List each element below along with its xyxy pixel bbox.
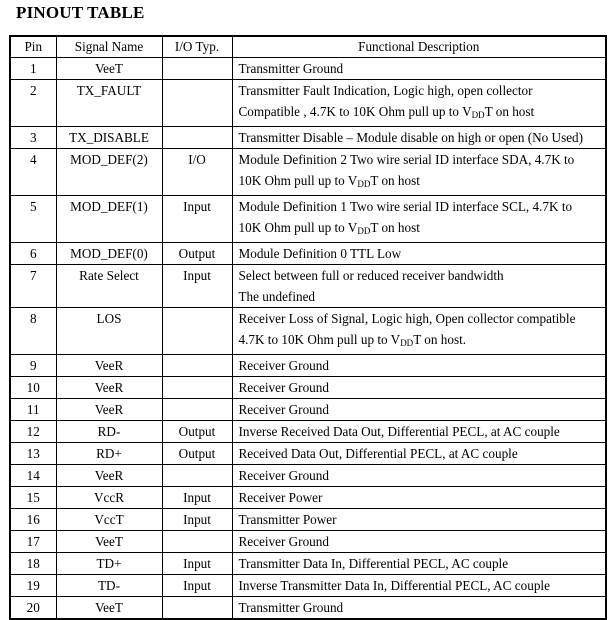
description-text: 10K Ohm pull up to V	[238, 173, 358, 188]
description-text: T on host	[370, 220, 420, 235]
signal-name-cell: RD+	[56, 443, 162, 465]
pin-number-cell: 2	[10, 80, 56, 127]
table-row	[10, 308, 606, 355]
io-type-cell: Input	[162, 265, 232, 308]
pin-number-cell: 14	[10, 465, 56, 487]
table-row	[10, 465, 606, 487]
description-subscript: DD	[471, 110, 485, 120]
pin-number-cell: 17	[10, 531, 56, 553]
description-subscript: DD	[357, 179, 371, 189]
table-row	[10, 196, 606, 243]
description-text: 10K Ohm pull up to V	[238, 220, 358, 235]
io-type-cell: Output	[162, 421, 232, 443]
functional-description-cell	[232, 149, 606, 196]
signal-name-cell: VccT	[56, 509, 162, 531]
functional-description-cell	[232, 308, 606, 355]
signal-name-cell: LOS	[56, 308, 162, 355]
description-text: Compatible , 4.7K to 10K Ohm pull up to V	[238, 104, 472, 119]
signal-name-cell: VeeT	[56, 597, 162, 620]
description-text: T on host	[484, 104, 535, 119]
signal-name-cell: VeeT	[56, 58, 162, 80]
table-row	[10, 355, 606, 377]
functional-description-cell	[232, 509, 606, 531]
description-text: Module Definition 1 Two wire serial ID interface SCL, 4.7K to	[238, 199, 573, 214]
table-row	[10, 399, 606, 421]
pin-number-cell: 16	[10, 509, 56, 531]
signal-name-cell: TD+	[56, 553, 162, 575]
table-row	[10, 149, 606, 196]
signal-name-cell: VeeT	[56, 531, 162, 553]
functional-description-cell	[232, 465, 606, 487]
pin-number-cell: 4	[10, 149, 56, 196]
table-row	[10, 553, 606, 575]
description-subscript: DD	[400, 338, 414, 348]
signal-name-cell: Rate Select	[56, 265, 162, 308]
table-row	[10, 509, 606, 531]
table-row	[10, 443, 606, 465]
table-row	[10, 58, 606, 80]
table-row	[10, 487, 606, 509]
functional-description-cell	[232, 58, 606, 80]
description-text: Transmitter Data In, Differential PECL, AC couple	[238, 556, 509, 571]
header-functional-description: Functional Description	[232, 36, 606, 58]
pin-number-cell: 7	[10, 265, 56, 308]
table-row	[10, 127, 606, 149]
functional-description-cell	[232, 531, 606, 553]
description-text: Receiver Ground	[238, 402, 329, 417]
signal-name-cell: VeeR	[56, 355, 162, 377]
functional-description-cell	[232, 355, 606, 377]
functional-description-cell	[232, 80, 606, 127]
io-type-cell: Output	[162, 243, 232, 265]
description-text: Receiver Ground	[238, 468, 329, 483]
io-type-cell	[162, 531, 232, 553]
functional-description-cell	[232, 487, 606, 509]
description-text: Select between full or reduced receiver bandwidth	[238, 268, 504, 283]
pin-number-cell: 13	[10, 443, 56, 465]
functional-description-cell	[232, 553, 606, 575]
io-type-cell: Input	[162, 509, 232, 531]
page-title: PINOUT TABLE	[16, 3, 145, 22]
io-type-cell	[162, 377, 232, 399]
table-row	[10, 80, 606, 127]
table-row	[10, 421, 606, 443]
functional-description-cell	[232, 243, 606, 265]
table-row	[10, 575, 606, 597]
pin-number-cell: 15	[10, 487, 56, 509]
functional-description-cell	[232, 597, 606, 620]
functional-description-cell	[232, 575, 606, 597]
header-signal-name: Signal Name	[56, 36, 162, 58]
pin-number-cell: 20	[10, 597, 56, 620]
signal-name-cell: MOD_DEF(1)	[56, 196, 162, 243]
signal-name-cell: TX_FAULT	[56, 80, 162, 127]
description-text: Inverse Received Data Out, Differential PECL, at AC couple	[238, 424, 560, 439]
table-row	[10, 243, 606, 265]
table-row	[10, 531, 606, 553]
description-text: Transmitter Power	[238, 512, 337, 527]
io-type-cell	[162, 80, 232, 127]
description-text: Module Definition 0 TTL Low	[238, 246, 402, 261]
description-text: Receiver Ground	[238, 534, 329, 549]
description-text: 4.7K to 10K Ohm pull up to V	[238, 332, 401, 347]
signal-name-cell: MOD_DEF(2)	[56, 149, 162, 196]
header-io-type: I/O Typ.	[162, 36, 232, 58]
pin-number-cell: 9	[10, 355, 56, 377]
description-text: Receiver Power	[238, 490, 323, 505]
description-text: Module Definition 2 Two wire serial ID interface SDA, 4.7K to	[238, 152, 575, 167]
pin-number-cell: 6	[10, 243, 56, 265]
signal-name-cell: TD-	[56, 575, 162, 597]
io-type-cell: I/O	[162, 149, 232, 196]
signal-name-cell: RD-	[56, 421, 162, 443]
signal-name-cell: VccR	[56, 487, 162, 509]
io-type-cell: Input	[162, 553, 232, 575]
table-header-row	[10, 36, 606, 58]
functional-description-cell	[232, 421, 606, 443]
signal-name-cell: VeeR	[56, 377, 162, 399]
table-row	[10, 597, 606, 620]
functional-description-cell	[232, 443, 606, 465]
description-text: Receiver Ground	[238, 380, 329, 395]
pin-number-cell: 19	[10, 575, 56, 597]
table-row	[10, 377, 606, 399]
io-type-cell	[162, 127, 232, 149]
signal-name-cell: VeeR	[56, 399, 162, 421]
io-type-cell	[162, 308, 232, 355]
description-text: Transmitter Disable – Module disable on high or open (No Used)	[238, 130, 584, 145]
io-type-cell	[162, 355, 232, 377]
signal-name-cell: MOD_DEF(0)	[56, 243, 162, 265]
pin-number-cell: 10	[10, 377, 56, 399]
functional-description-cell	[232, 127, 606, 149]
io-type-cell	[162, 597, 232, 620]
io-type-cell	[162, 58, 232, 80]
description-text: Transmitter Ground	[238, 61, 344, 76]
io-type-cell	[162, 465, 232, 487]
description-text: T on host.	[413, 332, 467, 347]
description-text: Transmitter Fault Indication, Logic high, open collector	[238, 83, 533, 98]
description-text: T on host	[370, 173, 420, 188]
pin-number-cell: 1	[10, 58, 56, 80]
pin-number-cell: 8	[10, 308, 56, 355]
description-text: Receiver Ground	[238, 358, 329, 373]
functional-description-cell	[232, 377, 606, 399]
pin-number-cell: 11	[10, 399, 56, 421]
signal-name-cell: VeeR	[56, 465, 162, 487]
signal-name-cell: TX_DISABLE	[56, 127, 162, 149]
pin-number-cell: 5	[10, 196, 56, 243]
description-text: Receiver Loss of Signal, Logic high, Open collector compatible	[238, 311, 576, 326]
functional-description-cell	[232, 399, 606, 421]
io-type-cell	[162, 399, 232, 421]
description-subscript: DD	[357, 226, 371, 236]
description-text: Received Data Out, Differential PECL, at AC couple	[238, 446, 518, 461]
description-text: Inverse Transmitter Data In, Differential PECL, AC couple	[238, 578, 550, 593]
description-text: The undefined	[238, 289, 316, 304]
table-row	[10, 265, 606, 308]
pin-number-cell: 3	[10, 127, 56, 149]
pin-number-cell: 18	[10, 553, 56, 575]
functional-description-cell	[232, 196, 606, 243]
io-type-cell: Input	[162, 575, 232, 597]
io-type-cell: Input	[162, 487, 232, 509]
description-text: Transmitter Ground	[238, 600, 344, 615]
io-type-cell: Input	[162, 196, 232, 243]
pinout-table	[9, 35, 607, 620]
io-type-cell: Output	[162, 443, 232, 465]
header-pin: Pin	[10, 36, 56, 58]
functional-description-cell	[232, 265, 606, 308]
pin-number-cell: 12	[10, 421, 56, 443]
